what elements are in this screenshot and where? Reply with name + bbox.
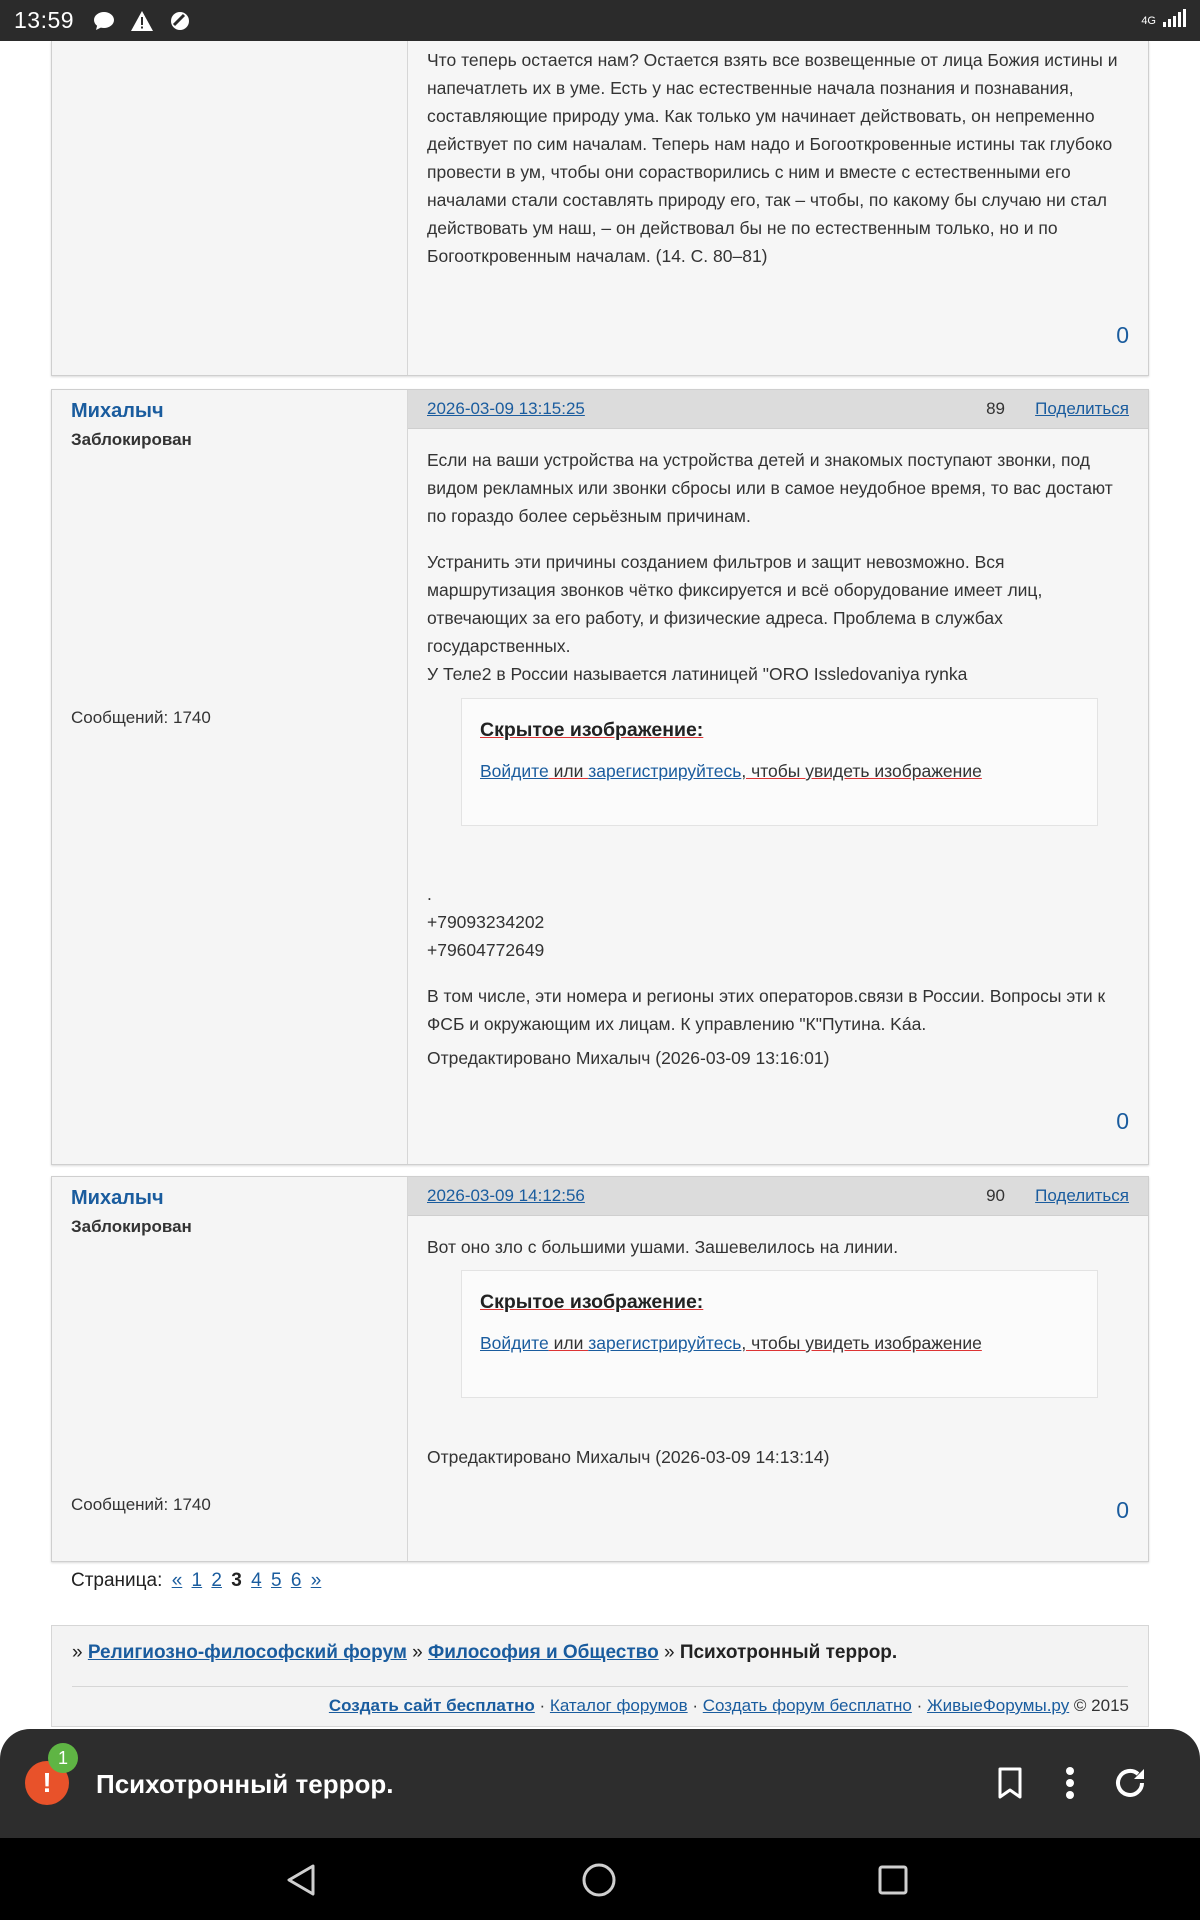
- edited-note: Отредактировано Михалыч (2026-03-09 13:16:01): [427, 1048, 830, 1068]
- post-paragraph: Вот оно зло с большими ушами. Зашевелилось на линии.: [427, 1237, 899, 1257]
- post-author-panel: [52, 41, 408, 375]
- author-message-count: Сообщений: 1740: [71, 1495, 211, 1514]
- post-text-continued: [427, 880, 1130, 1056]
- post-content-panel: [408, 41, 1148, 375]
- phone-number: +79604772649: [427, 940, 545, 960]
- breadcrumb-current-topic: Психотронный террор.: [679, 1642, 898, 1663]
- hidden-image-box: [461, 698, 1098, 826]
- post-dot: .: [427, 884, 432, 904]
- hidden-image-box: [461, 1270, 1098, 1398]
- pagination-page-2[interactable]: 2: [211, 1570, 222, 1591]
- share-link[interactable]: Поделиться: [1035, 399, 1129, 418]
- live-forums-link[interactable]: ЖивыеФорумы.ру: [926, 1696, 1070, 1715]
- footer-dot: ·: [534, 1696, 550, 1715]
- post-header: [408, 390, 1148, 429]
- browser-bottom-bar: [0, 1729, 1200, 1838]
- post-89: [51, 389, 1149, 1165]
- do-not-disturb-icon: [168, 9, 192, 33]
- login-link[interactable]: Войдите: [480, 1333, 549, 1353]
- hidden-image-login-prompt: [480, 761, 982, 782]
- breadcrumb-sep: »: [72, 1642, 83, 1663]
- warning-icon: [130, 9, 154, 33]
- post-date-link[interactable]: 2026-03-09 13:15:25: [427, 399, 585, 418]
- post-content-panel: [408, 1177, 1148, 1561]
- tab-title[interactable]: Психотронный террор.: [96, 1769, 394, 1799]
- footer-dot: ·: [911, 1696, 927, 1715]
- network-type-label: 4G: [1141, 14, 1156, 27]
- post-previous: [51, 41, 1149, 376]
- login-link[interactable]: Войдите: [480, 761, 549, 781]
- more-vert-icon[interactable]: [1050, 1763, 1090, 1803]
- pagination-prev[interactable]: «: [171, 1570, 183, 1591]
- author-status: Заблокирован: [71, 430, 192, 449]
- post-number: 89: [986, 399, 1005, 418]
- pagination-label: Страница:: [71, 1570, 163, 1591]
- post-author-panel: [52, 1177, 408, 1561]
- author-message-count: Сообщений: 1740: [71, 708, 211, 727]
- post-paragraph: У Теле2 в России называется латиницей "ORO Issledovaniya rynka: [427, 664, 968, 684]
- post-author-panel: [52, 390, 408, 1164]
- share-link[interactable]: Поделиться: [1035, 1186, 1129, 1205]
- site-alert-icon[interactable]: !: [25, 1761, 69, 1805]
- recents-icon[interactable]: [871, 1858, 915, 1902]
- hidden-image-login-prompt: [480, 1333, 982, 1354]
- pagination-page-4[interactable]: 4: [251, 1570, 262, 1591]
- post-paragraph: Если на ваши устройства на устройства детей и знакомых поступают звонки, под видом рекламных или звонки сбросы или в самое неудобное время, то вас достают по гораздо более серьёзным причинам.: [427, 450, 1113, 526]
- hidden-image-title: Скрытое изображение:: [480, 1291, 704, 1313]
- status-bar: [0, 0, 1200, 41]
- home-icon[interactable]: [577, 1858, 621, 1902]
- pagination-current-page: 3: [231, 1570, 242, 1591]
- phone-number: +79093234202: [427, 912, 545, 932]
- hidden-rest-text: , чтобы увидеть изображение: [741, 761, 982, 781]
- post-text: [427, 446, 1130, 688]
- author-name[interactable]: Михалыч: [71, 400, 164, 422]
- copyright-text: © 2015: [1069, 1696, 1129, 1715]
- footer-divider: [72, 1686, 1128, 1687]
- signal-icon: [1162, 9, 1186, 32]
- hidden-or-text: или: [548, 1333, 589, 1353]
- author-name[interactable]: Михалыч: [71, 1187, 164, 1209]
- forum-catalog-link[interactable]: Каталог форумов: [549, 1696, 688, 1715]
- footer-dot: ·: [687, 1696, 703, 1715]
- pagination-next[interactable]: »: [310, 1570, 322, 1591]
- forum-footer: [51, 1625, 1149, 1727]
- footer-links: [329, 1696, 1129, 1716]
- breadcrumb: [72, 1642, 897, 1664]
- pagination-page-6[interactable]: 6: [290, 1570, 302, 1591]
- create-site-link[interactable]: Создать сайт бесплатно: [328, 1696, 535, 1715]
- post-text: Что теперь остается нам? Остается взять все возвещенные от лица Божия истины и напечатлеть их в уме. Есть у нас естественные начала познания и познавания, составляющие природу ума. Как только ум начинает действовать, он непременно действует по сим началам. Теперь нам надо и Богооткровенные истины так глубоко провести в ум, чтобы они сорастворились с ним и вместе с естественными его началами стали составлять природу его, так – чтобы, по какому бы случаю ни стал действовать ум наш, – он действовал бы не по естественным только, но и по Богооткровенным началам. (14. С. 80–81): [427, 50, 1118, 266]
- breadcrumb-sep: »: [412, 1642, 423, 1663]
- hidden-image-title: Скрытое изображение:: [480, 719, 704, 741]
- system-nav-bar: [0, 1838, 1200, 1920]
- refresh-icon[interactable]: [1110, 1763, 1150, 1803]
- pagination-page-1[interactable]: 1: [191, 1570, 203, 1591]
- create-forum-link[interactable]: Создать форум бесплатно: [702, 1696, 912, 1715]
- author-status: Заблокирован: [71, 1217, 192, 1236]
- post-paragraph: В том числе, эти номера и регионы этих операторов.связи в России. Вопросы эти к ФСБ и окружающим их лицам. К управлению "К"Путина. Káa.: [427, 986, 1106, 1034]
- breadcrumb-section-link[interactable]: Философия и Общество: [428, 1642, 659, 1663]
- notification-badge: 1: [48, 1743, 78, 1773]
- register-link[interactable]: зарегистрируйтесь: [588, 1333, 742, 1353]
- register-link[interactable]: зарегистрируйтесь: [588, 761, 742, 781]
- post-90: [51, 1176, 1149, 1562]
- pagination-page-5[interactable]: 5: [270, 1570, 282, 1591]
- bookmark-icon[interactable]: [990, 1763, 1030, 1803]
- chat-bubble-icon: [92, 9, 116, 33]
- hidden-or-text: или: [548, 761, 589, 781]
- post-date-link[interactable]: 2026-03-09 14:12:56: [427, 1186, 585, 1205]
- post-header: [408, 1177, 1148, 1216]
- pagination: [71, 1570, 321, 1592]
- post-number: 90: [986, 1186, 1005, 1205]
- edited-note: Отредактировано Михалыч (2026-03-09 14:13:14): [427, 1447, 830, 1467]
- post-content-panel: [408, 390, 1148, 1164]
- breadcrumb-sep: »: [663, 1642, 675, 1663]
- back-icon[interactable]: [279, 1858, 323, 1902]
- status-time: 13:59: [14, 7, 75, 33]
- like-counter[interactable]: 0: [1116, 322, 1129, 348]
- breadcrumb-forum-link[interactable]: Религиозно-философский форум: [87, 1642, 407, 1663]
- like-counter[interactable]: 0: [1116, 1497, 1129, 1523]
- hidden-rest-text: , чтобы увидеть изображение: [741, 1333, 982, 1353]
- like-counter[interactable]: 0: [1116, 1108, 1129, 1134]
- post-paragraph: Устранить эти причины созданием фильтров и защит невозможно. Вся маршрутизация звонков чётко фиксируется и всё оборудование имеет лиц, отвечающих за его работу, и физические адреса. Проблема в службах государственных.: [427, 552, 1043, 656]
